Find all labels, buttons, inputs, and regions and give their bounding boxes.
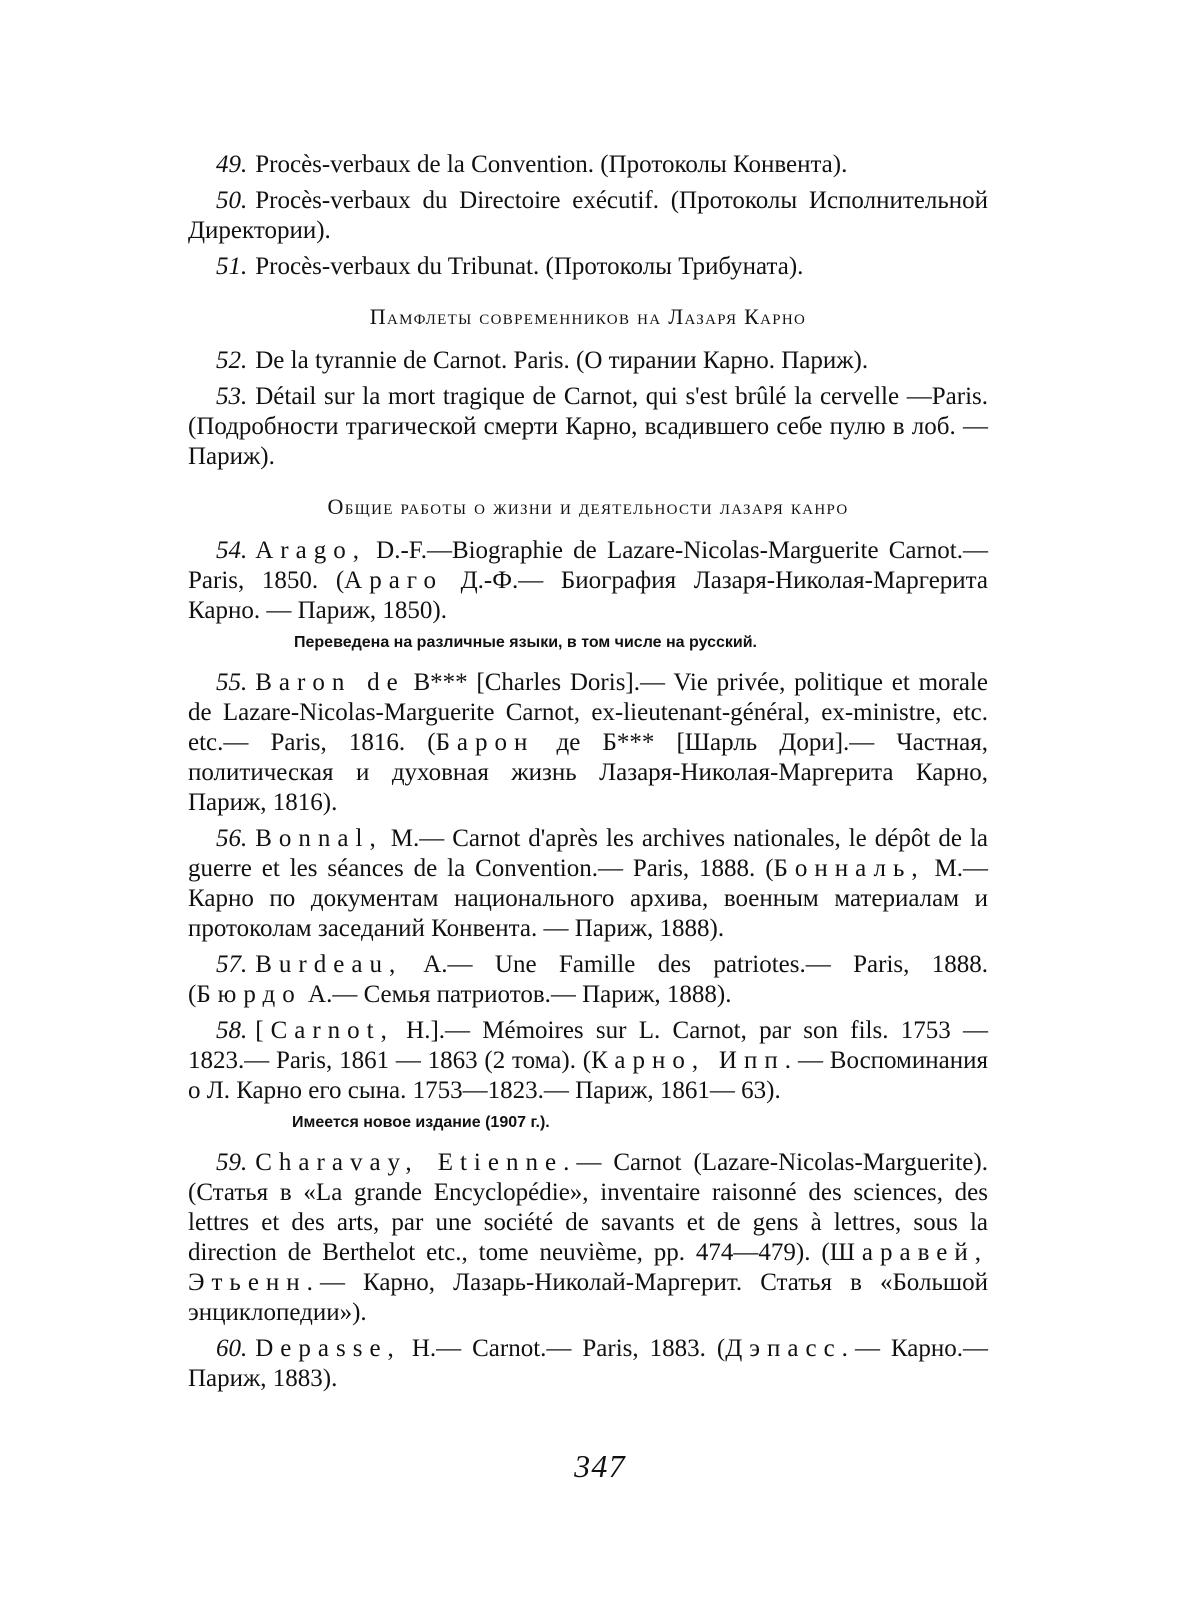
entry-text-russian: — Карно.— Париж, 1883).	[188, 1335, 988, 1392]
entry-text-russian: де Б*** [Шарль Дори].— Частная, политическая и духовная жизнь Лазаря-Николая-Маргерита Карно, Париж, 1816).	[188, 729, 988, 816]
author-name: Bonnal,	[255, 825, 382, 852]
entry-text: Procès-verbaux de la Convention. (Протоколы Конвента).	[255, 151, 847, 178]
entry-49	[188, 150, 988, 180]
entry-51	[188, 252, 988, 282]
author-name: Baron de	[255, 669, 404, 696]
page-number: 347	[0, 1448, 1200, 1485]
entry-text-russian: Д.-Ф.— Биография Лазаря-Николая-Маргерита Карно. — Париж, 1850).	[188, 567, 988, 624]
bibliography-page	[188, 150, 988, 1400]
entry-53	[188, 382, 988, 472]
entry-text: Procès-verbaux du Directoire exécutif. (Протоколы Исполнительной Директории).	[188, 187, 988, 244]
entry-number: 53.	[216, 383, 247, 410]
entry-52	[188, 346, 988, 376]
entry-text: A.— Une Famille des patriotes.— Paris, 1888. (	[188, 951, 988, 1008]
entry-number: 56.	[216, 825, 247, 852]
section-heading-general-works: Общие работы о жизни и деятельности лазаря канро	[188, 492, 988, 522]
author-name: Depasse,	[255, 1335, 401, 1362]
author-name: Burdeau,	[255, 951, 402, 978]
entry-text: Procès-verbaux du Tribunat. (Протоколы Трибуната).	[255, 253, 803, 280]
entry-text: De la tyrannie de Carnot. Paris. (О тирании Карно. Париж).	[255, 347, 868, 374]
entry-text: D.-F.—Biographie de Lazare-Nicolas-Marguerite Carnot.—Paris, 1850. (	[188, 537, 988, 594]
entry-number: 58.	[216, 1017, 247, 1044]
entry-number: 49.	[216, 151, 247, 178]
entry-text: — Carnot (Lazare-Nicolas-Marguerite). (Статья в «La grande Encyclopédie», inventaire raisonné des sciences, des lettres et des arts, par une société de savants et de gens à lettres, sous la direction de Berthelot etc., tome neuvième, pp. 474—479). (	[188, 1149, 988, 1266]
entry-55	[188, 668, 988, 818]
entry-text: M.— Carnot d'après les archives nationales, le dépôt de la guerre et les séances de la Convention.— Paris, 1888. (	[188, 825, 988, 882]
entry-text-russian: — Воспоминания о Л. Карно его сына. 1753—1823.— Париж, 1861— 63).	[188, 1047, 988, 1104]
entry-59	[188, 1148, 988, 1328]
entry-number: 52.	[216, 347, 247, 374]
entry-54	[188, 536, 988, 626]
entry-57	[188, 950, 988, 1010]
entry-text: Détail sur la mort tragique de Carnot, qui s'est brûlé la cervelle —Paris. (Подробности трагической смерти Карно, всадившего себе пулю в лоб. — Париж).	[188, 383, 988, 470]
author-name-russian: Дэпасс.	[725, 1335, 855, 1362]
author-name-russian: Бонналь,	[774, 855, 925, 882]
entry-number: 51.	[216, 253, 247, 280]
author-name: [Carnot,	[255, 1017, 394, 1044]
entry-58	[188, 1016, 988, 1106]
entry-number: 50.	[216, 187, 247, 214]
entry-text: H.].— Mémoires sur L. Carnot, par son fils. 1753 — 1823.— Paris, 1861 — 1863 (2 тома). (	[188, 1017, 988, 1074]
author-name: Charavay, Etienne.	[255, 1149, 576, 1176]
entry-text: B*** [Charles Doris].— Vie privée, politique et morale de Lazare-Nicolas-Marguerite Carnot, ex-lieutenant-général, ex-ministre, etc. etc.— Paris, 1816. (	[188, 669, 988, 756]
entry-note: Переведена на различные языки, в том числе на русский.	[188, 632, 988, 654]
entry-text-russian: М.— Карно по документам национального архива, военным материалам и протоколам заседаний Конвента. — Париж, 1888).	[188, 855, 988, 942]
entry-text-russian: А.— Семья патриотов.— Париж, 1888).	[308, 981, 732, 1008]
author-name-russian: Карно, Ипп.	[591, 1047, 798, 1074]
entry-number: 59.	[216, 1149, 247, 1176]
entry-number: 60.	[216, 1335, 247, 1362]
entry-60	[188, 1334, 988, 1394]
entry-note: Имеется новое издание (1907 г.).	[188, 1112, 988, 1134]
author-name-russian: Барон	[436, 729, 535, 756]
entry-56	[188, 824, 988, 944]
entry-50	[188, 186, 988, 246]
entry-number: 55.	[216, 669, 247, 696]
author-name: Arago,	[255, 537, 366, 564]
entry-text: H.— Carnot.— Paris, 1883. (	[412, 1335, 725, 1362]
author-name-russian: Араго	[344, 567, 443, 594]
author-name-russian: Бюрдо	[196, 981, 301, 1008]
section-heading-pamphlets: Памфлеты современников на Лазаря Карно	[188, 302, 988, 332]
author-name-russian: Шаравей, Этьенн.	[188, 1239, 988, 1296]
entry-number: 57.	[216, 951, 247, 978]
entry-number: 54.	[216, 537, 247, 564]
entry-text-russian: — Карно, Лазарь-Николай-Маргерит. Статья в «Большой энциклопедии»).	[188, 1269, 988, 1326]
